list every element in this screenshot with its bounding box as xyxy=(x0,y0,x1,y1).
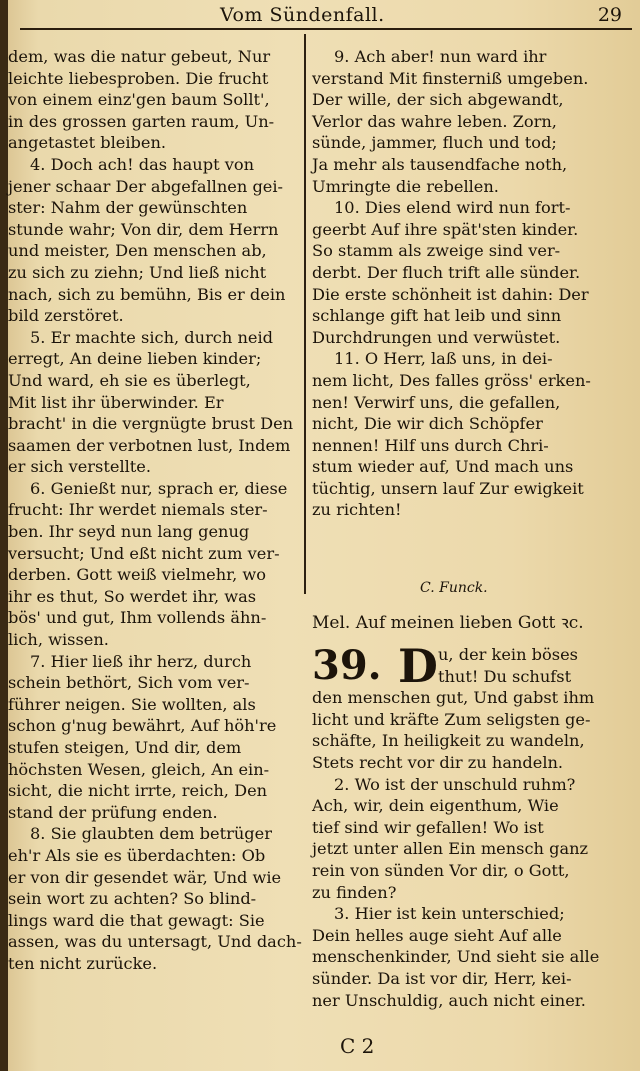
text-line: ner Unschuldig, auch nicht einer. xyxy=(312,990,586,1010)
text-line: erregt, An deine lieben kinder; xyxy=(8,349,262,369)
text-line: lich, wissen. xyxy=(8,630,109,650)
text-line: bild zerstöret. xyxy=(8,306,124,326)
text-line: verstand Mit finsterniß umgeben. xyxy=(312,68,589,88)
text-line: nicht, Die wir dich Schöpfer xyxy=(312,414,543,434)
text-line: saamen der verbotnen lust, Indem xyxy=(8,435,291,455)
text-line: stum wieder auf, Und mach uns xyxy=(312,457,574,477)
text-line: zu finden? xyxy=(312,882,397,902)
text-line: zu sich zu ziehn; Und ließ nicht xyxy=(8,262,267,282)
text-line: Und ward, eh sie es überlegt, xyxy=(8,370,251,390)
text-line: schäfte, In heiligkeit zu wandeln, xyxy=(312,731,585,751)
text-line: ihr es thut, So werdet ihr, was xyxy=(8,586,257,606)
text-line: zu richten! xyxy=(312,500,402,520)
text-line: Ach, wir, dein eigenthum, Wie xyxy=(312,796,559,816)
text-line: leichte liebesproben. Die frucht xyxy=(8,68,269,88)
text-line: ten nicht zurücke. xyxy=(8,953,158,973)
text-line: Verlor das wahre leben. Zorn, xyxy=(312,111,557,131)
text-line: assen, was du untersagt, Und dach- xyxy=(8,932,302,952)
text-line: stufen steigen, Und dir, dem xyxy=(8,738,242,757)
text-line: höchsten Wesen, gleich, An ein- xyxy=(8,759,270,779)
text-line: angetastet bleiben. xyxy=(8,133,167,153)
text-line: So stamm als zweige sind ver- xyxy=(312,241,561,261)
text-line: 10. Dies elend wird nun fort- xyxy=(334,198,571,218)
text-line: sünder. Da ist vor dir, Herr, kei- xyxy=(312,968,572,988)
text-line: tüchtig, unsern lauf Zur ewigkeit xyxy=(312,478,584,498)
right-column xyxy=(312,46,604,521)
text-line: stunde wahr; Von dir, dem Herrn xyxy=(8,219,279,239)
text-line: nem licht, Des falles gröss' erken- xyxy=(312,370,591,390)
text-line: Durchdrungen und verwüstet. xyxy=(312,327,561,347)
text-line: derben. Gott weiß vielmehr, wo xyxy=(8,565,267,585)
text-line: 7. Hier ließ ihr herz, durch xyxy=(30,651,252,671)
text-line: tief sind wir gefallen! Wo ist xyxy=(312,817,544,837)
running-title: Vom Sündenfall. xyxy=(220,4,385,26)
text-line: jetzt unter allen Ein mensch ganz xyxy=(312,839,589,859)
text-line: Dein helles auge sieht Auf alle xyxy=(312,925,562,945)
text-line: Der wille, der sich abgewandt, xyxy=(312,90,564,110)
text-line: versucht; Und eßt nicht zum ver- xyxy=(8,543,280,563)
text-line: jener schaar Der abgefallnen gei- xyxy=(8,176,284,196)
text-line: in des grossen garten raum, Un- xyxy=(8,111,275,131)
text-line: 5. Er machte sich, durch neid xyxy=(30,327,273,347)
text-line: lings ward die that gewagt: Sie xyxy=(8,910,265,930)
text-line: 4. Doch ach! das haupt von xyxy=(30,154,255,174)
column-divider xyxy=(304,34,306,594)
text-line: Stets recht vor dir zu handeln. xyxy=(312,752,564,772)
text-line: menschenkinder, Und sieht sie alle xyxy=(312,947,600,967)
text-line: führer neigen. Sie wollten, als xyxy=(8,694,256,714)
text-line: von einem einz'gen baum Sollt', xyxy=(8,90,270,110)
text-line: Die erste schönheit ist dahin: Der xyxy=(312,284,589,304)
page-header xyxy=(20,4,632,30)
text-line: nennen! Hilf uns durch Chri- xyxy=(312,435,549,455)
text-line: nach, sich zu bemühn, Bis er dein xyxy=(8,284,286,304)
text-line: licht und kräfte Zum seligsten ge- xyxy=(312,709,591,729)
text-line: nen! Verwirf uns, die gefallen, xyxy=(312,392,561,412)
text-line: ster: Nahm der gewünschten xyxy=(8,198,248,218)
text-line: 11. O Herr, laß uns, in dei- xyxy=(334,349,553,369)
hymn-39-text xyxy=(312,639,604,1011)
left-column xyxy=(8,46,302,975)
hymn-author-attribution: C. Funck. xyxy=(420,580,488,596)
text-line: 6. Genießt nur, sprach er, diese xyxy=(30,478,288,498)
signature-mark: C 2 xyxy=(340,1034,375,1058)
text-line: Umringte die rebellen. xyxy=(312,176,499,196)
text-line: ben. Ihr seyd nun lang genug xyxy=(8,522,250,542)
page-number: 29 xyxy=(597,4,622,26)
text-line: schlange gift hat leib und sinn xyxy=(312,306,562,326)
text-line: u, der kein böses xyxy=(438,645,578,664)
text-line: 8. Sie glaubten dem betrüger xyxy=(30,824,272,844)
text-line: er von dir gesendet wär, Und wie xyxy=(8,867,282,887)
text-line: sicht, die nicht irrte, reich, Den xyxy=(8,781,268,801)
text-line: thut! Du schufst xyxy=(438,666,572,686)
binding-gutter xyxy=(0,0,8,1071)
text-line: frucht: Ihr werdet niemals ster- xyxy=(8,500,268,520)
text-line: schein bethört, Sich vom ver- xyxy=(8,673,250,693)
melody-indication: Mel. Auf meinen lieben Gott ꝛc. xyxy=(312,613,584,633)
text-line: sein wort zu achten? So blind- xyxy=(8,889,257,909)
text-line: und meister, Den menschen ab, xyxy=(8,241,267,261)
text-line: 3. Hier ist kein unterschied; xyxy=(334,904,565,924)
text-line: geerbt Auf ihre spät'sten kinder. xyxy=(312,219,579,239)
text-line: eh'r Als sie es überdachten: Ob xyxy=(8,845,266,865)
text-line: er sich verstellte. xyxy=(8,457,152,477)
text-line: bracht' in die vergnügte brust Den xyxy=(8,414,294,434)
text-line: rein von sünden Vor dir, o Gott, xyxy=(312,860,570,880)
hymn-number: 39. xyxy=(312,642,382,689)
text-line: schon g'nug bewährt, Auf höh're xyxy=(8,716,277,736)
text-line: Ja mehr als tausendfache noth, xyxy=(312,154,568,174)
text-line: 9. Ach aber! nun ward ihr xyxy=(334,47,547,66)
text-line: derbt. Der fluch trift alle sünder. xyxy=(312,262,581,282)
text-line: stand der prüfung enden. xyxy=(8,802,218,822)
text-line: den menschen gut, Und gabst ihm xyxy=(312,688,595,708)
text-line: sünde, jammer, fluch und tod; xyxy=(312,133,557,153)
text-line: Mit list ihr überwinder. Er xyxy=(8,392,224,412)
text-line: 2. Wo ist der unschuld ruhm? xyxy=(334,774,576,794)
drop-cap: D xyxy=(398,639,438,693)
text-line: dem, was die natur gebeut, Nur xyxy=(8,47,271,66)
text-line: bös' und gut, Ihm vollends ähn- xyxy=(8,608,267,628)
